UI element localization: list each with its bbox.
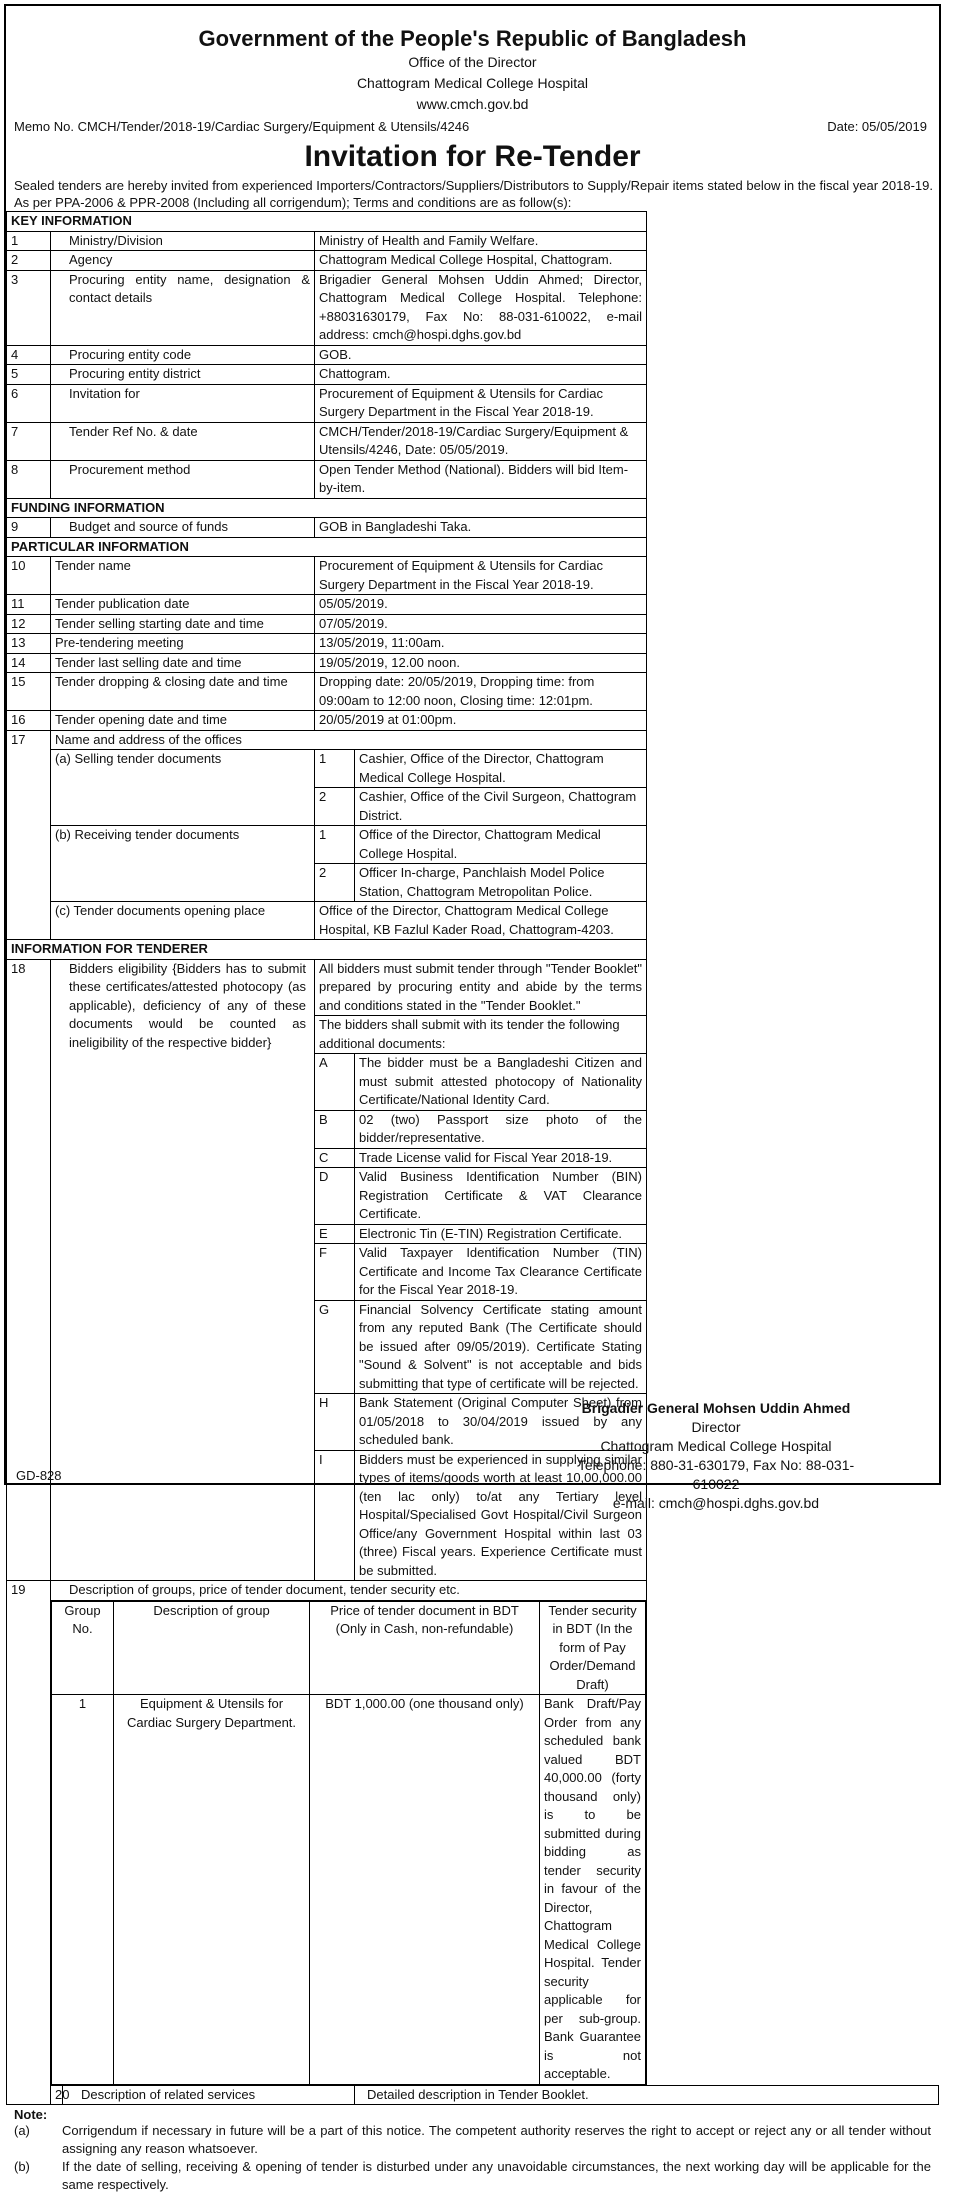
document-key: A xyxy=(315,1054,355,1111)
document-code: GD-828 xyxy=(16,1468,62,1483)
document-key: H xyxy=(315,1394,355,1451)
eligibility-intro: All bidders must submit tender through "Tender Booklet" prepared by procuring entity and abide by the terms and conditions stated in the "Tender Booklet." xyxy=(315,959,647,1016)
group-table xyxy=(51,1601,646,2085)
document-requirement: Trade License valid for Fiscal Year 2018-19. xyxy=(355,1148,647,1168)
eligibility-label: Bidders eligibility {Bidders has to submit these certificates/attested photocopy (as applicable), deficiency of any of these documents would be counted as ineligibility of the respective bidder} xyxy=(51,959,315,1581)
office-address: Cashier, Office of the Director, Chattogram Medical College Hospital. xyxy=(355,750,647,788)
row-label: Pre-tendering meeting xyxy=(51,634,315,654)
document-requirement: Electronic Tin (E-TIN) Registration Certificate. xyxy=(355,1224,647,1244)
row-value: Chattogram. xyxy=(315,365,647,385)
note-key: (b) xyxy=(14,2159,30,2174)
row-value: 07/05/2019. xyxy=(315,614,647,634)
row-label: Budget and source of funds xyxy=(51,518,315,538)
tender-notice xyxy=(4,4,941,2192)
document-key: F xyxy=(315,1244,355,1301)
page-title: Invitation for Re-Tender xyxy=(304,140,641,173)
table-row xyxy=(7,460,939,498)
row-number: 19 xyxy=(7,1581,51,2105)
selling-label: (a) Selling tender documents xyxy=(51,750,315,826)
document-key: B xyxy=(315,1110,355,1148)
note-key: (a) xyxy=(14,2123,30,2138)
document-key: G xyxy=(315,1300,355,1394)
memo-line xyxy=(14,119,931,137)
row-value: Procurement of Equipment & Utensils for Cardiac Surgery Department in the Fiscal Year 2018-19. xyxy=(315,384,647,422)
row-label: Description of groups, price of tender document, tender security etc. xyxy=(51,1581,647,1601)
table-row xyxy=(7,557,939,595)
note-text: If the date of selling, receiving & opening of tender is disturbed under any unavoidable circumstances, the next working day will be applicable for the same respectively. xyxy=(62,2159,931,2192)
table-row xyxy=(7,959,939,1016)
table-row xyxy=(7,365,939,385)
row-label: Tender opening date and time xyxy=(51,711,315,731)
memo-number: Memo No. CMCH/Tender/2018-19/Cardiac Surgery/Equipment & Utensils/4246 xyxy=(14,119,470,134)
note-item xyxy=(14,2122,931,2158)
row-label: Procuring entity district xyxy=(51,365,315,385)
section-heading xyxy=(7,498,939,518)
website: www.cmch.gov.bd xyxy=(416,96,529,112)
row-number: 3 xyxy=(7,270,51,345)
row-number: 10 xyxy=(7,557,51,595)
row-number: 1 xyxy=(7,231,51,251)
signatory-org: Chattogram Medical College Hospital xyxy=(600,1438,832,1454)
table-row xyxy=(7,422,939,460)
row-label: Procuring entity code xyxy=(51,345,315,365)
row-number: 8 xyxy=(7,460,51,498)
row-label: Agency xyxy=(51,251,315,271)
table-row xyxy=(7,730,939,750)
office-name: Office of the Director xyxy=(408,54,537,70)
document-key: D xyxy=(315,1168,355,1225)
signatory-name: Brigadier General Mohsen Uddin Ahmed xyxy=(581,1400,851,1416)
table-row xyxy=(7,826,939,864)
notes xyxy=(14,2122,931,2194)
row-value: 13/05/2019, 11:00am. xyxy=(315,634,647,654)
document-requirement: 02 (two) Passport size photo of the bidder/representative. xyxy=(355,1110,647,1148)
row-value: GOB. xyxy=(315,345,647,365)
section-heading xyxy=(7,537,939,557)
row-number: 17 xyxy=(7,730,51,940)
eligibility-subintro: The bidders shall submit with its tender the following additional documents: xyxy=(315,1016,647,1054)
row-value: Detailed description in Tender Booklet. xyxy=(355,2085,939,2105)
section-title: FUNDING INFORMATION xyxy=(7,498,647,518)
row-number: 5 xyxy=(7,365,51,385)
row-label: Tender dropping & closing date and time xyxy=(51,673,315,711)
office-address: Officer In-charge, Panchlaish Model Police Station, Chattogram Metropolitan Police. xyxy=(355,864,647,902)
row-label: Tender selling starting date and time xyxy=(51,614,315,634)
table-row xyxy=(7,2085,939,2105)
table-row xyxy=(7,345,939,365)
row-number: 12 xyxy=(7,614,51,634)
row-number: 2 xyxy=(7,251,51,271)
row-value: Ministry of Health and Family Welfare. xyxy=(315,231,647,251)
row-value: Procurement of Equipment & Utensils for Cardiac Surgery Department in the Fiscal Year 2018-19. xyxy=(315,557,647,595)
table-row xyxy=(7,251,939,271)
table-row xyxy=(7,653,939,673)
info-table xyxy=(6,211,939,2105)
row-value: Brigadier General Mohsen Uddin Ahmed; Director, Chattogram Medical College Hospital. Telephone: +88031630179, Fax No: 88-031-610022, e-mail address: cmch@hospi.dghs.gov.bd xyxy=(315,270,647,345)
document-requirement: Valid Taxpayer Identification Number (TIN) Certificate and Income Tax Clearance Certificate for the Fiscal Year 2018-19. xyxy=(355,1244,647,1301)
document-requirement: Bidders must be experienced in supplying similar types of items/goods worth at least 10,00,000.00 (ten lac only) to/at any Tertiary level Hospital/Specialised Govt Hospital/Civil Surgeon Office/any Government Hospital within last 03 (three) Fiscal years. Experience Certificate must be submitted. xyxy=(355,1450,647,1581)
section-title: INFORMATION FOR TENDERER xyxy=(7,940,647,960)
row-label: Ministry/Division xyxy=(51,231,315,251)
opening-place: Office of the Director, Chattogram Medical College Hospital, KB Fazlul Kader Road, Chattogram-4203. xyxy=(315,902,647,940)
section-heading xyxy=(7,940,939,960)
row-number: 13 xyxy=(7,634,51,654)
group-desc: Equipment & Utensils for Cardiac Surgery Department. xyxy=(114,1695,310,2085)
opening-label: (c) Tender documents opening place xyxy=(51,902,315,940)
table-row xyxy=(7,902,939,940)
row-value: Dropping date: 20/05/2019, Dropping time: from 09:00am to 12:00 noon, Closing time: 12:01pm. xyxy=(315,673,647,711)
row-value: 05/05/2019. xyxy=(315,595,647,615)
row-number: 11 xyxy=(7,595,51,615)
row-label: Tender name xyxy=(51,557,315,595)
table-row xyxy=(7,673,939,711)
document-key: E xyxy=(315,1224,355,1244)
row-number: 16 xyxy=(7,711,51,731)
receiving-label: (b) Receiving tender documents xyxy=(51,826,315,902)
table-row xyxy=(7,750,939,788)
document-key: I xyxy=(315,1450,355,1581)
government-title: Government of the People's Republic of Bangladesh xyxy=(198,26,747,51)
row-value: CMCH/Tender/2018-19/Cardiac Surgery/Equipment & Utensils/4246, Date: 05/05/2019. xyxy=(315,422,647,460)
table-row xyxy=(7,270,939,345)
row-value: GOB in Bangladeshi Taka. xyxy=(315,518,647,538)
office-number: 2 xyxy=(315,864,355,902)
group-price: BDT 1,000.00 (one thousand only) xyxy=(310,1695,540,2085)
row-number: 18 xyxy=(7,959,51,1581)
table-row xyxy=(7,1600,939,2085)
document-requirement: Bank Statement (Original Computer Sheet) from 01/05/2018 to 30/04/2019 issued by any scheduled bank. xyxy=(355,1394,647,1451)
note-text: Corrigendum if necessary in future will be a part of this notice. The competent authority reserves the right to accept or reject any or all tender without assigning any reason whatsoever. xyxy=(62,2123,931,2156)
column-header: Price of tender document in BDT (Only in Cash, non-refundable) xyxy=(310,1601,540,1695)
row-label: Description of related services xyxy=(63,2085,355,2105)
signatory-title: Director xyxy=(691,1419,741,1435)
row-label: Tender publication date xyxy=(51,595,315,615)
row-label: Procuring entity name, designation & contact details xyxy=(51,270,315,345)
column-header: Group No. xyxy=(52,1601,114,1695)
document-requirement: The bidder must be a Bangladeshi Citizen and must submit attested photocopy of Nationality Certificate/National Identity Card. xyxy=(355,1054,647,1111)
office-number: 1 xyxy=(315,826,355,864)
row-value: Chattogram Medical College Hospital, Chattogram. xyxy=(315,251,647,271)
group-security: Bank Draft/Pay Order from any scheduled bank valued BDT 40,000.00 (forty thousand only) is to be submitted during bidding as tender security in favour of the Director, Chattogram Medical College Hospital. Tender security applicable for per sub-group. Bank Guarantee is not acceptable. xyxy=(540,1695,646,2085)
row-label: Name and address of the offices xyxy=(51,730,647,750)
column-header: Tender security in BDT (In the form of Pay Order/Demand Draft) xyxy=(540,1601,646,1695)
table-row xyxy=(7,634,939,654)
office-number: 2 xyxy=(315,788,355,826)
section-heading xyxy=(7,212,939,232)
section-title: KEY INFORMATION xyxy=(7,212,647,232)
document-requirement: Valid Business Identification Number (BIN) Registration Certificate & VAT Clearance Certificate. xyxy=(355,1168,647,1225)
table-row xyxy=(7,1581,939,1601)
hospital-name: Chattogram Medical College Hospital xyxy=(356,75,589,91)
group-table-row xyxy=(52,1695,646,2085)
table-row xyxy=(7,614,939,634)
row-label: Procurement method xyxy=(51,460,315,498)
row-number: 6 xyxy=(7,384,51,422)
row-number: 9 xyxy=(7,518,51,538)
document-key: C xyxy=(315,1148,355,1168)
row-label: Tender last selling date and time xyxy=(51,653,315,673)
signatory-email: e-mail: cmch@hospi.dghs.gov.bd xyxy=(612,1495,820,1511)
memo-date: Date: 05/05/2019 xyxy=(827,119,927,134)
row-value: 19/05/2019, 12.00 noon. xyxy=(315,653,647,673)
row-value: 20/05/2019 at 01:00pm. xyxy=(315,711,647,731)
note-item xyxy=(14,2158,931,2194)
row-label: Invitation for xyxy=(51,384,315,422)
office-address: Office of the Director, Chattogram Medical College Hospital. xyxy=(355,826,647,864)
row-number: 14 xyxy=(7,653,51,673)
table-row xyxy=(7,595,939,615)
row-label: Tender Ref No. & date xyxy=(51,422,315,460)
row-value: Open Tender Method (National). Bidders will bid Item-by-item. xyxy=(315,460,647,498)
header xyxy=(6,26,939,115)
note-heading: Note: xyxy=(14,2107,48,2122)
group-table-cell xyxy=(51,1600,647,2085)
row-number: 20 xyxy=(51,2085,63,2105)
signature-block xyxy=(566,1399,866,1513)
section-title: PARTICULAR INFORMATION xyxy=(7,537,647,557)
table-row xyxy=(7,711,939,731)
row-number: 7 xyxy=(7,422,51,460)
row-number: 4 xyxy=(7,345,51,365)
document-requirement: Financial Solvency Certificate stating amount from any reputed Bank (The Certificate should be issued after 09/05/2019). Certificate Stating "Sound & Solvent" is not acceptable and bids submitting that type of certificate will be rejected. xyxy=(355,1300,647,1394)
table-row xyxy=(7,384,939,422)
group-table-header xyxy=(52,1601,646,1695)
table-row xyxy=(7,231,939,251)
table-row xyxy=(7,518,939,538)
row-number: 15 xyxy=(7,673,51,711)
intro-text: Sealed tenders are hereby invited from experienced Importers/Contractors/Suppliers/Distributors to Supply/Repair items stated below in the fiscal year 2018-19. As per PPA-2006 & PPR-2008 (Including all corrigendum); Terms and conditions are as follow(s): xyxy=(14,178,933,210)
group-group: 1 xyxy=(52,1695,114,2085)
office-number: 1 xyxy=(315,750,355,788)
signatory-phone: Telephone: 880-31-630179, Fax No: 88-031-610022 xyxy=(577,1457,855,1492)
column-header: Description of group xyxy=(114,1601,310,1695)
office-address: Cashier, Office of the Civil Surgeon, Chattogram District. xyxy=(355,788,647,826)
